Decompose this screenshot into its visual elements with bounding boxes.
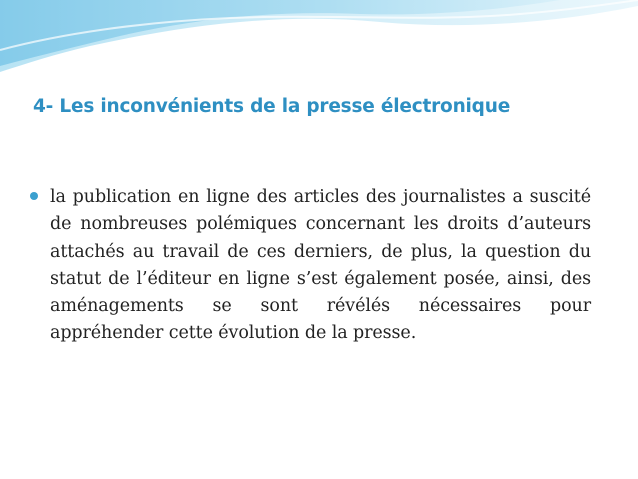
bullet-dot-icon (30, 192, 38, 200)
slide-title: 4- Les inconvénients de la presse électronique (33, 96, 511, 117)
header-wave-decoration (0, 0, 638, 80)
bullet-item (30, 184, 591, 348)
bullet-list (30, 184, 591, 348)
bullet-text: la publication en ligne des articles des journalistes a suscité de nombreuses polémiques concernant les droits d’auteurs attachés au travail de ces derniers, de plus, la question du statut de l’éditeur en ligne s’est également posée, ainsi, des aménagements se sont révélés nécessaires pour appréhender cette évolution de la presse. (50, 187, 591, 344)
